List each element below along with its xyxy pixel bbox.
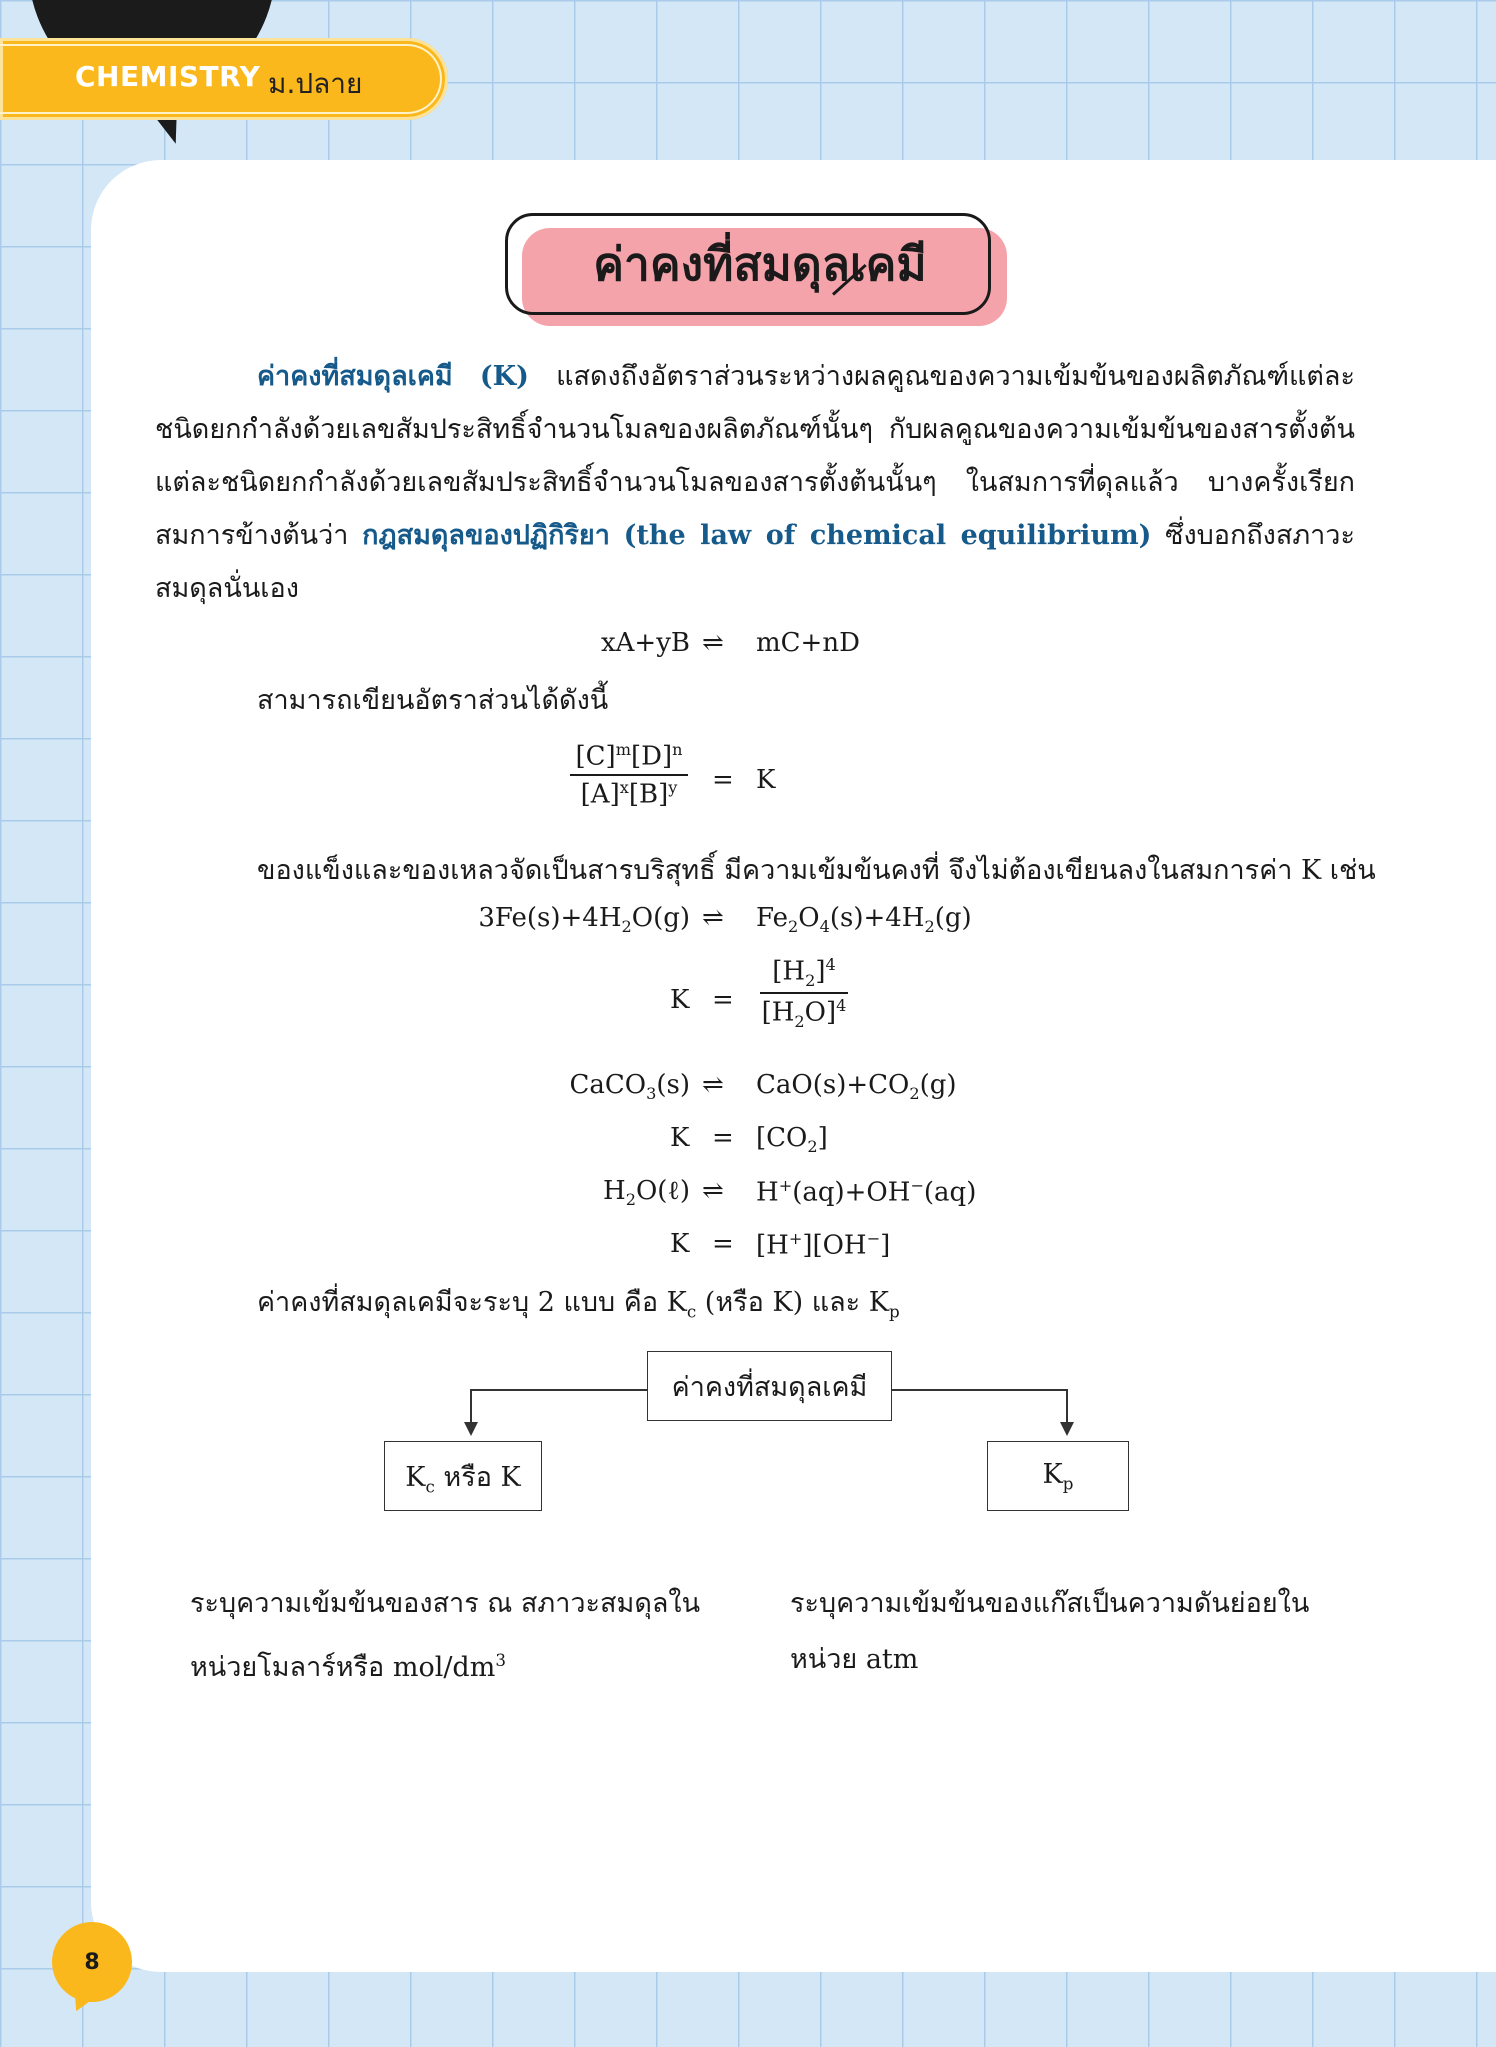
intro-text-1: แสดงถึงอัตราส่วนระหว่างผลคูณของความเข้มข้นของผลิตภัณฑ์แต่ละชนิดยกกำลังด้วยเลขสัมประสิทธิ์จำนวนโมลของผลิตภัณฑ์นั้นๆ กับผลคูณของความเข้มข้นของสารตั้งต้นแต่ละชนิดยกกำลังด้วยเลขสัมประสิทธิ์จำนวนโมลของสารตั้งต้นนั้นๆ ในสมการที่ดุลแล้ว บางครั้งเรียกสมการข้างต้นว่า [155,361,1355,551]
diagram-root-label: ค่าคงที่สมดุลเคมี [671,1371,868,1403]
water-k-equals: = [712,1229,734,1259]
iron-k-denominator: $[H_2O]^4$ [761,995,847,1031]
carbonate-k-value: $[CO_2]$ [756,1123,828,1157]
diagram-kc-k: K [405,1461,426,1493]
diagram-kp-k: K [1042,1458,1063,1490]
general-k-denominator: $[A]^x[B]^y$ [580,777,678,810]
kp-description-line-1: ระบุความเข้มข้นของแก๊สเป็นความดันย่อยใน [790,1588,1310,1619]
diagram-kp-sub: p [1062,1473,1074,1494]
level-label: ม.ปลาย [268,67,363,100]
iron-k-symbol: K [670,985,690,1015]
kc-description-line-1: ระบุความเข้มข้นของสาร ณ สภาวะสมดุลใน [190,1588,701,1619]
fraction-bar [760,992,848,994]
intro-law-th: กฎสมดุลของปฏิกิริยา [362,520,610,551]
intro-paragraph [155,350,1355,615]
kc-description-line-2 [190,1632,700,1696]
arrow-down-icon [1060,1422,1074,1436]
kp-description [790,1576,1309,1688]
water-k-value: [H+][OH−] [756,1229,891,1261]
carbonate-eq-right: $CaO(s)+CO_2(g)$ [756,1070,957,1104]
carbonate-k-symbol: K [670,1123,690,1153]
kinds-kc-sub: c [686,1301,697,1322]
kinds-kp: K [868,1287,889,1318]
diagram-root-box [647,1351,892,1421]
iron-k-equals: = [712,985,734,1015]
diagram-kc-box [384,1441,542,1511]
general-eq-left: xA+yB [600,628,690,658]
connector-left-vertical [470,1389,472,1423]
arrow-down-icon [464,1422,478,1436]
connector-left-horizontal [470,1389,648,1391]
general-k-fraction [570,740,688,809]
kc-description-unit-sup: 3 [495,1650,506,1670]
diagram-kp-label [1043,1459,1074,1493]
kinds-or: (หรือ K) [704,1287,804,1318]
equilibrium-arrow-icon: ⇌ [702,628,724,658]
subject-label: CHEMISTRY [75,60,261,93]
general-k-numerator: $[C]^m[D]^n$ [575,740,683,772]
kinds-kc: K [666,1287,687,1318]
iron-eq-right: $Fe_2O_4(s)+4H_2(g)$ [756,903,972,937]
general-k-symbol: K [756,765,776,795]
general-eq-right: mC+nD [756,628,860,658]
pure-substance-note: ของแข็งและของเหลวจัดเป็นสารบริสุทธิ์ มีความเข้มข้นคงที่ จึงไม่ต้องเขียนลงในสมการค่า K เช่น [257,855,1376,886]
diagram-kc-label [405,1455,520,1498]
iron-k-numerator: $[H_2]^4$ [772,955,836,990]
diagram-kc-or: หรือ K [443,1461,521,1493]
kinds-text: ค่าคงที่สมดุลเคมีจะระบุ 2 แบบ คือ [257,1287,659,1318]
water-eq-right: H+(aq)+OH−(aq) [756,1176,977,1208]
equilibrium-arrow-icon: ⇌ [702,1176,724,1206]
intro-term: ค่าคงที่สมดุลเคมี [257,361,453,392]
carbonate-eq-left: CaCO$_3$(s) [569,1070,690,1104]
carbonate-k-equals: = [712,1123,734,1153]
intro-term-symbol: (K) [479,361,529,392]
kp-description-line-2: หน่วย atm [790,1644,919,1675]
kinds-kp-sub: p [888,1301,900,1322]
water-eq-left: $H_2O(\ell)$ [603,1176,690,1210]
iron-k-fraction [760,955,848,1031]
water-k-symbol: K [670,1229,690,1259]
connector-right-horizontal [890,1389,1068,1391]
diagram-kp-box [987,1441,1129,1511]
iron-eq-left: $3Fe(s)+4H_2O(g)$ [478,903,690,937]
kc-description [190,1576,700,1696]
page-number: 8 [52,1922,132,2002]
equilibrium-arrow-icon: ⇌ [702,1070,724,1100]
fraction-bar [570,774,688,776]
connector-right-vertical [1066,1389,1068,1423]
kinds-and: และ [811,1287,861,1318]
diagram-kc-sub: c [425,1475,435,1496]
intro-text-2: ซึ่งบอกถึงสภาวะสมดุลนั่นเอง [155,520,1355,604]
equilibrium-arrow-icon: ⇌ [702,903,724,933]
ratio-intro: สามารถเขียนอัตราส่วนได้ดังนี้ [257,685,609,716]
kinds-line [257,1280,900,1323]
page-title: ค่าคงที่สมดุลเคมี [593,237,927,291]
general-k-equals: = [712,765,734,795]
kc-description-unit: หน่วยโมลาร์หรือ mol/dm [190,1652,496,1683]
intro-law-en: (the law of chemical equilibrium) [623,520,1152,551]
